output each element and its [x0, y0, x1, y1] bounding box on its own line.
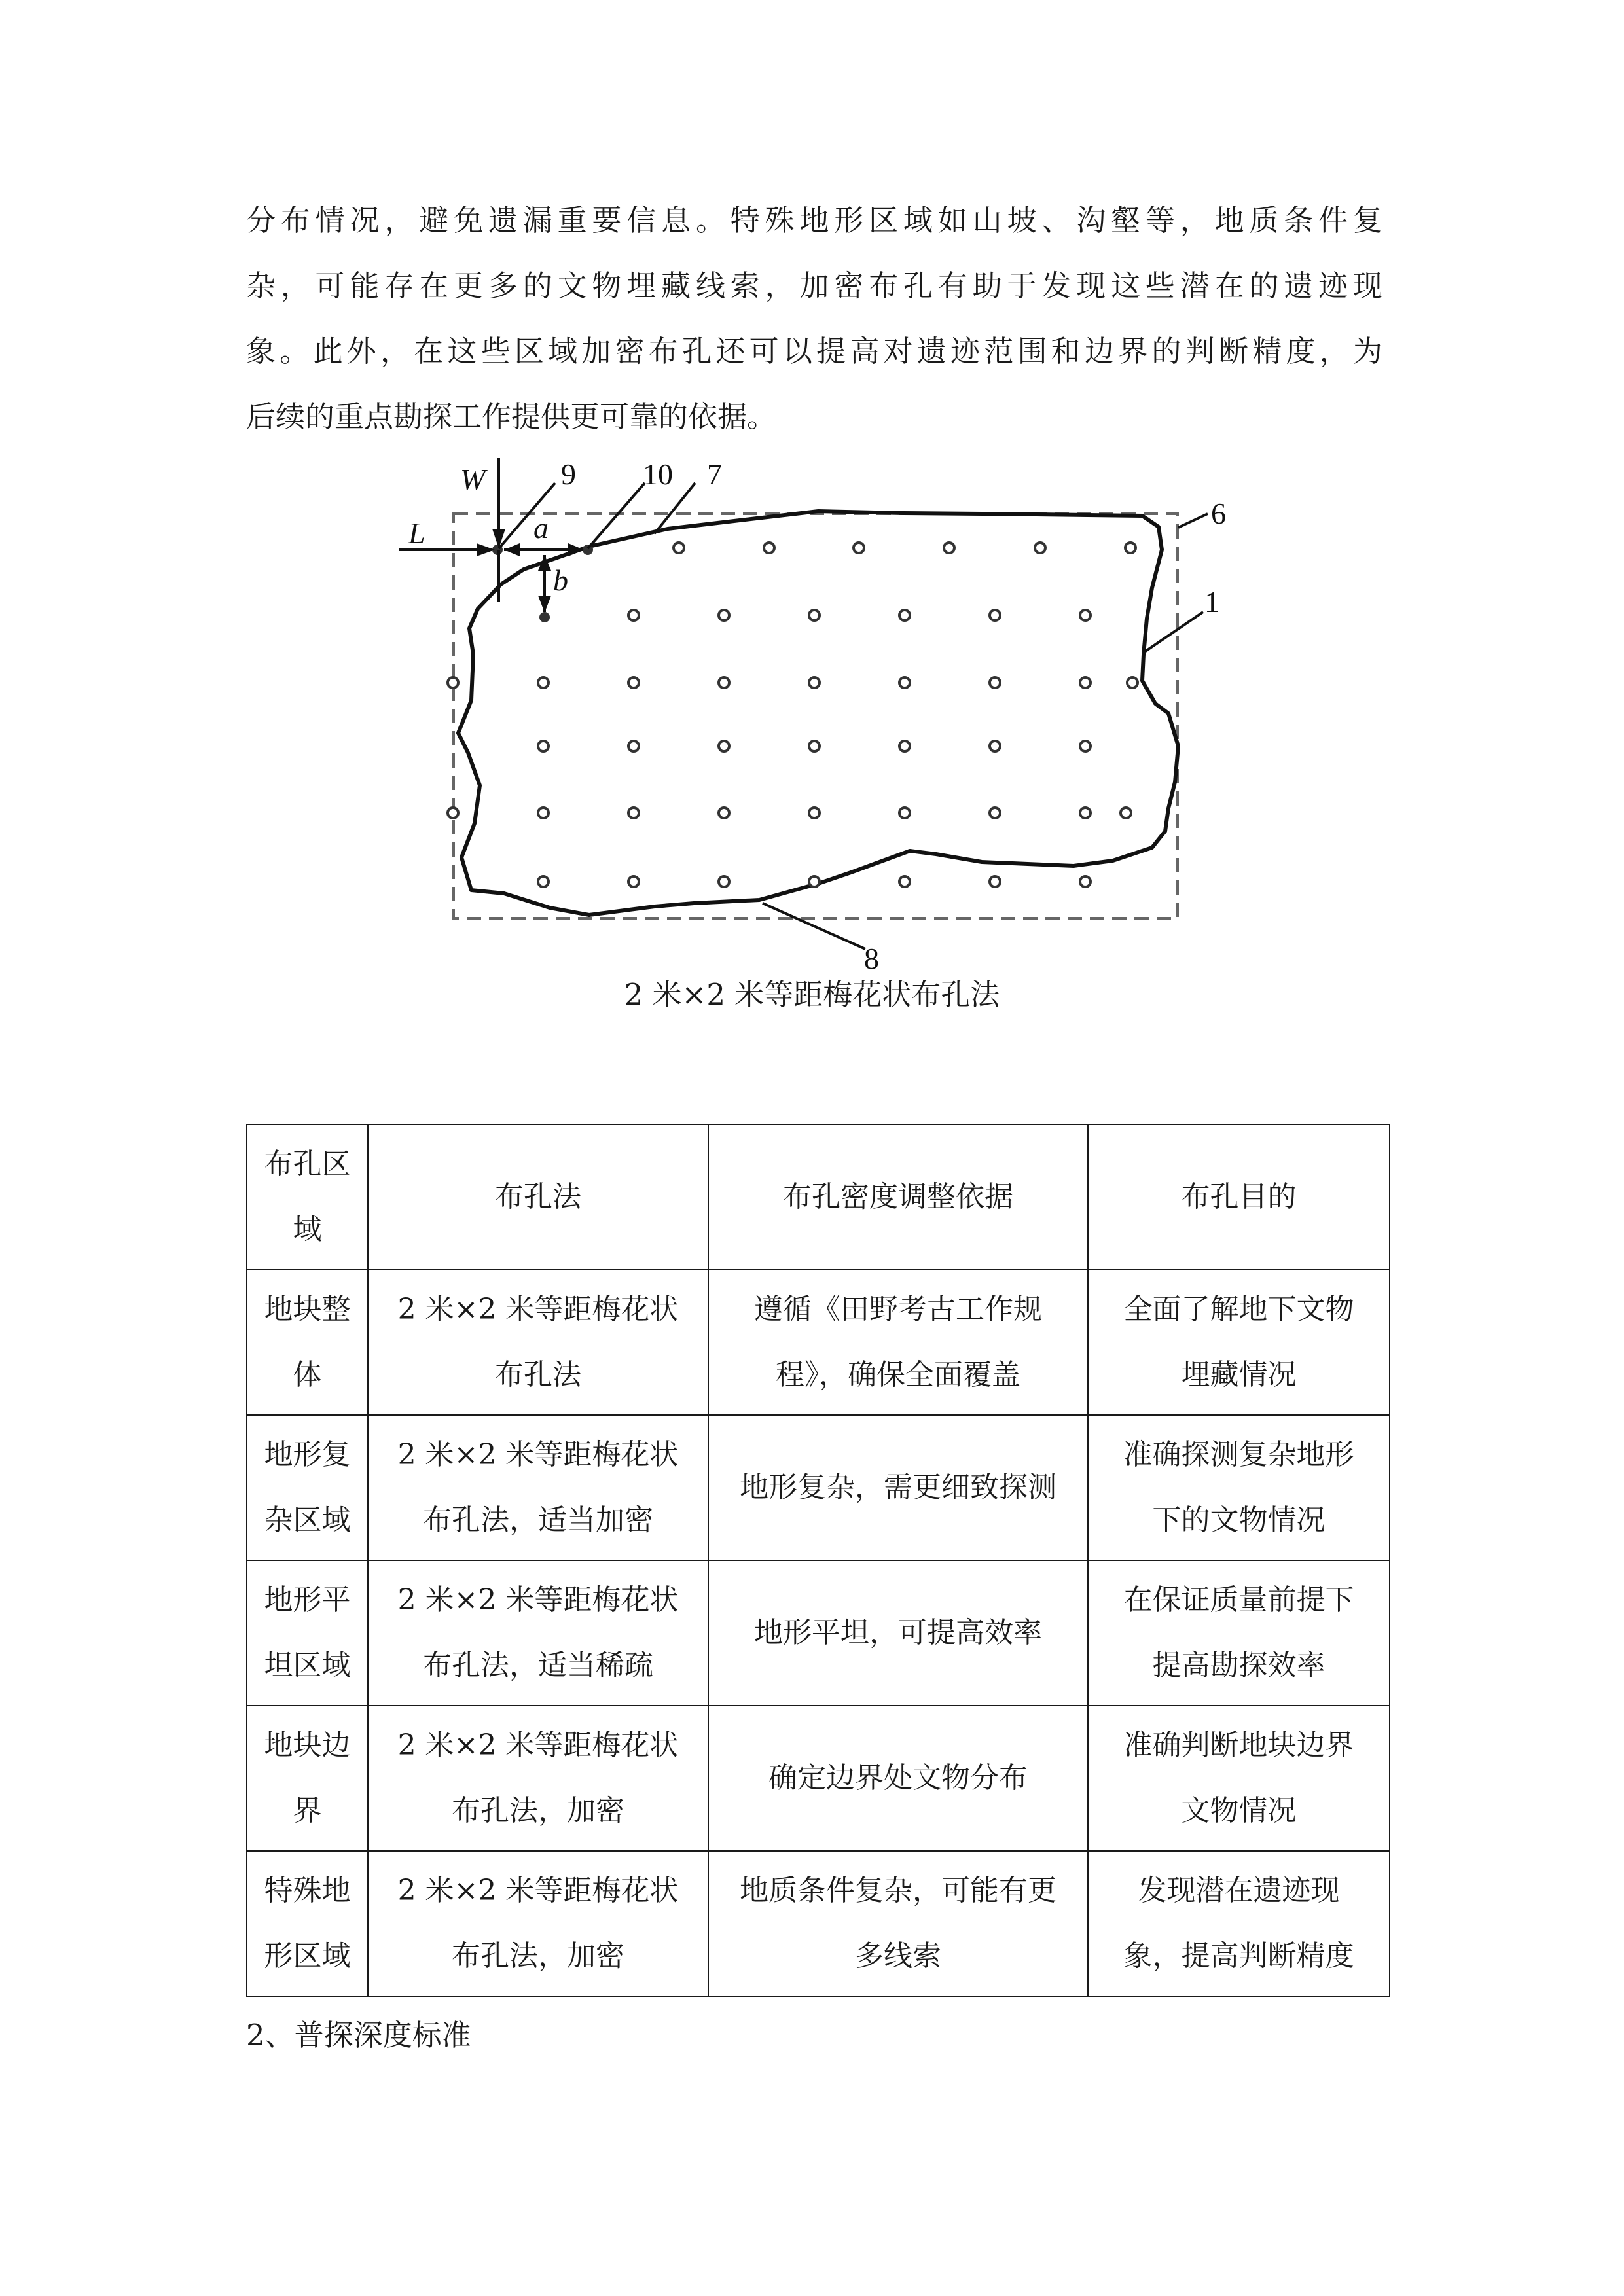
table-cell-method [368, 1560, 708, 1706]
label-10: 10 [643, 457, 673, 491]
borehole-table [246, 1124, 1390, 1997]
borehole-point [990, 741, 1000, 751]
table-cell-purpose [1088, 1851, 1390, 1996]
cell-text-line: 域 [293, 1213, 322, 1246]
cell-text-line: 全面了解地下文物 [1123, 1293, 1354, 1326]
cell-text-line: 埋藏情况 [1181, 1358, 1297, 1391]
borehole-point [719, 808, 729, 818]
cell-text-line: 地块整 [264, 1293, 351, 1326]
borehole-point [628, 808, 639, 818]
cell-text-line: 2 米×2 米等距梅花状 [397, 1438, 679, 1471]
borehole-point [538, 741, 549, 751]
borehole-point [1080, 808, 1091, 818]
table-row [247, 1560, 1390, 1706]
table-cell-region [247, 1415, 368, 1560]
table-row [247, 1851, 1390, 1996]
borehole-point [854, 543, 864, 553]
borehole-point [809, 741, 820, 751]
paragraph-line: 后续的重点勘探工作提供更可靠的依据。 [246, 399, 777, 434]
table-cell-method [368, 1270, 708, 1415]
borehole-point [628, 677, 639, 688]
borehole-point [538, 808, 549, 818]
table-cell-method [368, 1124, 708, 1270]
cell-text-line: 在保证质量前提下 [1123, 1583, 1354, 1617]
borehole-point [809, 677, 820, 688]
table-cell-region [247, 1851, 368, 1996]
borehole-point [809, 876, 820, 887]
table-header-row [247, 1124, 1390, 1270]
a-arrowhead-right [568, 543, 584, 556]
leader-8 [763, 903, 865, 949]
table-cell-purpose [1088, 1706, 1390, 1851]
borehole-point [1125, 543, 1136, 553]
cell-text-line: 遵循《田野考古工作规 [754, 1293, 1042, 1326]
borehole-point [1127, 677, 1138, 688]
cell-text-line: 地形复 [264, 1438, 351, 1471]
borehole-point [990, 610, 1000, 620]
borehole-point [538, 876, 549, 887]
borehole-point [628, 741, 639, 751]
table-cell-basis [708, 1415, 1088, 1560]
leader-1 [1146, 612, 1203, 651]
cell-text-line: 地形复杂，需更细致探测 [740, 1471, 1056, 1504]
borehole-point [719, 677, 729, 688]
borehole-point [944, 543, 954, 553]
cell-text-line: 布孔密度调整依据 [783, 1180, 1013, 1213]
table-cell-method [368, 1851, 708, 1996]
borehole-point [1080, 741, 1091, 751]
table-cell-basis [708, 1560, 1088, 1706]
table-cell-basis [708, 1270, 1088, 1415]
table-cell-method [368, 1706, 708, 1851]
cell-text-line: 布孔法，加密 [452, 1939, 624, 1973]
table-cell-purpose [1088, 1270, 1390, 1415]
borehole-point [628, 610, 639, 620]
cell-text-line: 体 [293, 1358, 322, 1391]
cell-text-line: 2 米×2 米等距梅花状 [397, 1583, 679, 1617]
borehole-point [538, 677, 549, 688]
cell-text-line: 象，提高判断精度 [1123, 1939, 1354, 1973]
borehole-point [990, 677, 1000, 688]
table-cell-basis [708, 1851, 1088, 1996]
table-cell-region [247, 1124, 368, 1270]
table-cell-region [247, 1706, 368, 1851]
label-a: a [533, 511, 549, 545]
figure-caption: 2 米×2 米等距梅花状布孔法 [624, 977, 1000, 1012]
cell-text-line: 2 米×2 米等距梅花状 [397, 1293, 679, 1326]
cell-text-line: 2 米×2 米等距梅花状 [397, 1729, 679, 1762]
borehole-point [764, 543, 774, 553]
borehole-point [719, 876, 729, 887]
b-arrowhead-down [538, 596, 551, 613]
cell-text-line: 下的文物情况 [1152, 1503, 1326, 1537]
borehole-point [990, 876, 1000, 887]
label-9: 9 [561, 457, 576, 491]
cell-text-line: 多线索 [855, 1939, 941, 1973]
cell-text-line: 地形平 [264, 1583, 351, 1617]
cell-text-line: 布孔法，加密 [452, 1794, 624, 1827]
cell-text-line: 2 米×2 米等距梅花状 [397, 1874, 679, 1907]
cell-text-line: 布孔区 [264, 1147, 351, 1181]
borehole-point [809, 808, 820, 818]
borehole-point [990, 808, 1000, 818]
label-8: 8 [864, 942, 879, 969]
borehole-point [448, 677, 458, 688]
cell-text-line: 布孔法 [495, 1358, 581, 1391]
cell-text-line: 准确判断地块边界 [1123, 1729, 1354, 1762]
cell-text-line: 形区域 [264, 1939, 351, 1973]
table-cell-purpose [1088, 1560, 1390, 1706]
paragraph-line: 分布情况，避免遗漏重要信息。特殊地形区域如山坡、沟壑等，地质条件复 [246, 203, 1382, 238]
table-cell-purpose [1088, 1415, 1390, 1560]
borehole-point [1121, 808, 1131, 818]
cell-text-line: 程》，确保全面覆盖 [776, 1358, 1020, 1391]
table-cell-method [368, 1415, 708, 1560]
cell-text-line: 特殊地 [264, 1874, 351, 1907]
label-1: 1 [1204, 585, 1219, 619]
borehole-point [899, 876, 910, 887]
borehole-point [899, 677, 910, 688]
w-arrowhead [492, 529, 505, 548]
paragraph-line: 杂，可能存在更多的文物埋藏线索，加密布孔有助于发现这些潜在的遗迹现 [246, 268, 1382, 303]
label-b: b [553, 564, 568, 597]
table-row [247, 1415, 1390, 1560]
cell-text-line: 布孔法 [495, 1180, 581, 1213]
cell-text-line: 地块边 [264, 1729, 351, 1762]
borehole-points [448, 543, 1138, 887]
cell-text-line: 地形平坦，可提高效率 [754, 1616, 1042, 1649]
borehole-point [899, 808, 910, 818]
borehole-point [1080, 677, 1091, 688]
borehole-point [1080, 610, 1091, 620]
borehole-point [899, 741, 910, 751]
borehole-point [628, 876, 639, 887]
label-7: 7 [707, 457, 722, 491]
table-row [247, 1706, 1390, 1851]
borehole-layout-diagram [393, 452, 1231, 969]
table-row [247, 1270, 1390, 1415]
leader-6 [1178, 514, 1208, 528]
cell-text-line: 布孔目的 [1181, 1180, 1297, 1213]
borehole-point [1035, 543, 1045, 553]
paragraph-line: 象。此外，在这些区域加密布孔还可以提高对遗迹范围和边界的判断精度，为 [246, 334, 1382, 368]
cell-text-line: 布孔法，适当加密 [423, 1503, 653, 1537]
cell-text-line: 地质条件复杂，可能有更 [740, 1874, 1056, 1907]
cell-text-line: 提高勘探效率 [1152, 1649, 1326, 1682]
l-arrowhead [477, 543, 495, 556]
cell-text-line: 发现潜在遗迹现 [1138, 1874, 1340, 1907]
cell-text-line: 准确探测复杂地形 [1123, 1438, 1354, 1471]
cell-text-line: 杂区域 [264, 1503, 351, 1537]
table-cell-region [247, 1270, 368, 1415]
table-cell-basis [708, 1706, 1088, 1851]
label-w: W [460, 463, 486, 496]
table-cell-region [247, 1560, 368, 1706]
section-heading: 2、普探深度标准 [246, 2018, 471, 2053]
borehole-point [674, 543, 684, 553]
borehole-point [719, 741, 729, 751]
cell-text-line: 布孔法，适当稀疏 [423, 1649, 653, 1682]
borehole-point [899, 610, 910, 620]
label-l: L [408, 516, 425, 550]
borehole-point [719, 610, 729, 620]
borehole-point [809, 610, 820, 620]
cell-text-line: 文物情况 [1181, 1794, 1297, 1827]
label-6: 6 [1211, 497, 1226, 530]
cell-text-line: 坦区域 [264, 1649, 351, 1682]
a-arrowhead-left [504, 543, 520, 556]
cell-text-line: 界 [293, 1794, 322, 1827]
cell-text-line: 确定边界处文物分布 [768, 1761, 1028, 1795]
borehole-point [448, 808, 458, 818]
borehole-point [1080, 876, 1091, 887]
table-cell-purpose [1088, 1124, 1390, 1270]
table-cell-basis [708, 1124, 1088, 1270]
point-b-end [539, 612, 550, 622]
